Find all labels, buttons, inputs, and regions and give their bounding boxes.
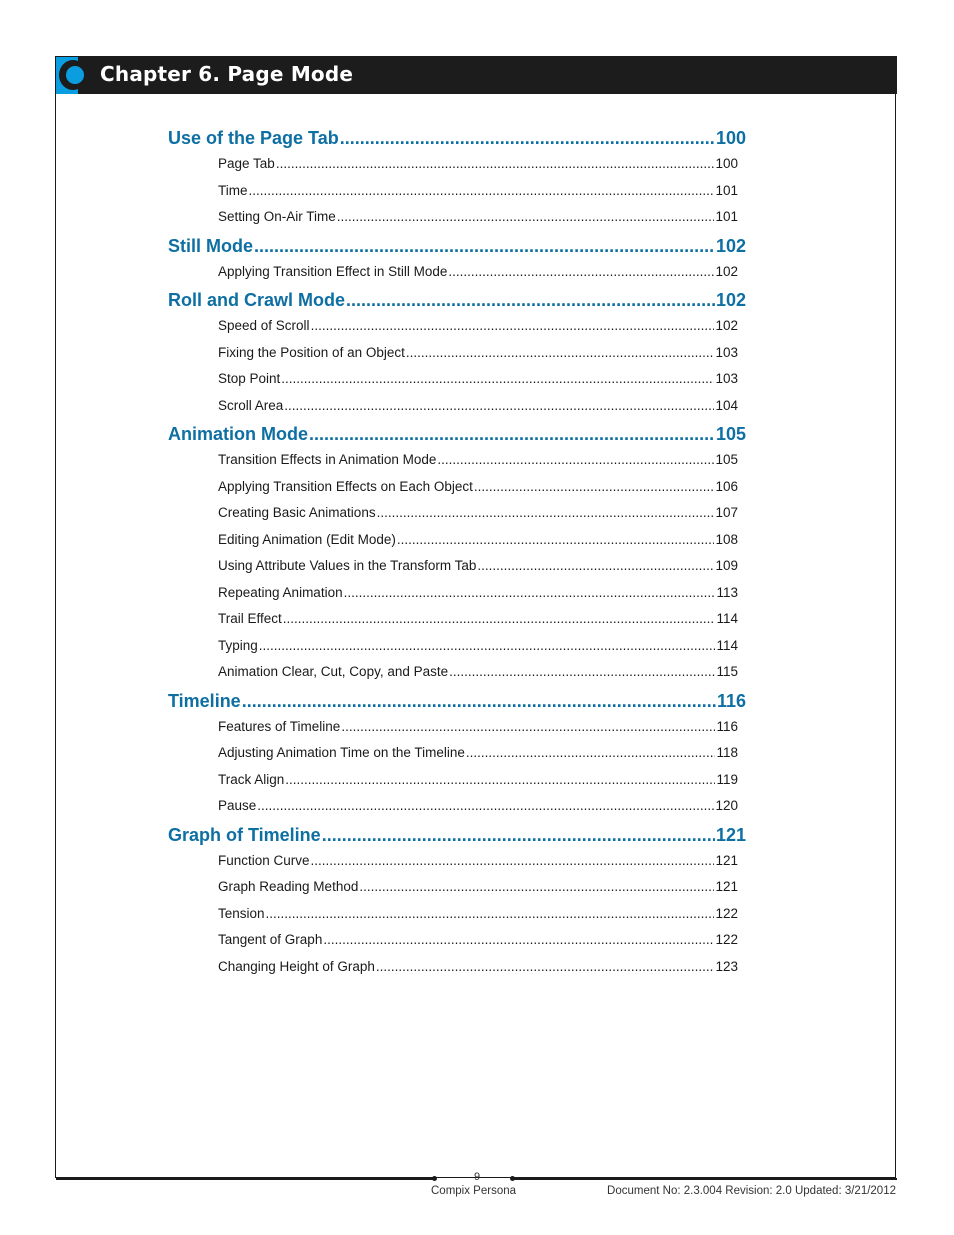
- toc-dot-leader: [437, 452, 714, 467]
- toc-dot-leader: [340, 128, 715, 149]
- toc-subsection-page: 114: [716, 611, 738, 626]
- toc-subsection-page: 123: [715, 958, 738, 974]
- toc-subsection-entry[interactable]: [218, 209, 738, 236]
- toc-subsection-entry[interactable]: [218, 853, 738, 880]
- toc-dot-leader: [449, 664, 715, 679]
- toc-subsection-entry[interactable]: [218, 479, 738, 506]
- toc-dot-leader: [311, 318, 715, 333]
- toc-subsection-entry[interactable]: [218, 906, 738, 933]
- toc-subsection-title: Adjusting Animation Time on the Timeline: [218, 745, 465, 760]
- toc-subsection-entry[interactable]: [218, 611, 738, 638]
- toc-section-group: [168, 825, 746, 986]
- toc-subsection-entry[interactable]: [218, 772, 738, 799]
- toc-subsection-title: Applying Transition Effects on Each Object: [218, 478, 473, 494]
- toc-subsection-title: Using Attribute Values in the Transform Tab: [218, 558, 477, 573]
- toc-subsection-entry[interactable]: [218, 558, 738, 585]
- toc-section-group: [168, 128, 746, 236]
- toc-section-page: 116: [716, 690, 746, 711]
- toc-section-page: 121: [715, 824, 746, 845]
- toc-subsection-title: Transition Effects in Animation Mode: [218, 452, 437, 467]
- footer-product-name: Compix Persona: [431, 1185, 517, 1197]
- toc-dot-leader: [344, 585, 716, 600]
- toc-subsection-title: Editing Animation (Edit Mode): [218, 531, 396, 547]
- toc-section-group: [168, 424, 746, 691]
- toc-subsection-title: Changing Height of Graph: [218, 958, 375, 974]
- toc-subsection-page: 116: [716, 718, 738, 734]
- toc-subsection-title: Scroll Area: [218, 397, 284, 413]
- toc-subsection-entry[interactable]: [218, 398, 738, 425]
- toc-subsection-entry[interactable]: [218, 879, 738, 906]
- toc-subsection-page: 115: [716, 664, 738, 679]
- toc-section-title: Timeline: [168, 690, 241, 711]
- toc-dot-leader: [249, 183, 715, 198]
- toc-section-entry[interactable]: [168, 825, 746, 852]
- toc-dot-leader: [448, 264, 714, 279]
- toc-subsection-page: 118: [716, 745, 738, 760]
- toc-subsection-entry[interactable]: [218, 264, 738, 291]
- footer-rule-right: [514, 1178, 897, 1180]
- toc-subsection-title: Typing: [218, 637, 258, 653]
- footer-rule-left: [56, 1178, 435, 1180]
- toc-subsection-entry[interactable]: [218, 156, 738, 183]
- toc-dot-leader: [259, 638, 716, 653]
- toc-subsection-page: 100: [715, 156, 738, 171]
- toc-subsection-title: Graph Reading Method: [218, 879, 359, 894]
- toc-subsection-page: 102: [715, 318, 738, 333]
- toc-section-page: 105: [715, 424, 746, 444]
- page-number: 9: [473, 1171, 481, 1183]
- toc-dot-leader: [283, 611, 716, 626]
- toc-subsection-entry[interactable]: [218, 932, 738, 959]
- toc-dot-leader: [359, 879, 714, 894]
- toc-dot-leader: [266, 906, 715, 921]
- toc-subsection-page: 102: [715, 263, 738, 279]
- toc-subsection-page: 109: [715, 558, 738, 573]
- toc-dot-leader: [281, 371, 714, 386]
- toc-section-title: Graph of Timeline: [168, 824, 321, 845]
- toc-section-page: 102: [715, 290, 746, 310]
- toc-dot-leader: [474, 479, 715, 494]
- toc-section-page: 102: [715, 235, 746, 256]
- chapter-marker-dot-icon: [66, 66, 84, 84]
- toc-subsection-page: 122: [715, 905, 738, 921]
- toc-dot-leader: [242, 691, 716, 712]
- toc-subsection-title: Trail Effect: [218, 611, 282, 626]
- footer-document-info: Document No: 2.3.004 Revision: 2.0 Updated: 3/21/2012: [607, 1185, 896, 1197]
- toc-subsection-page: 121: [715, 879, 738, 894]
- toc-subsection-page: 103: [715, 344, 738, 360]
- toc-subsection-page: 108: [715, 531, 738, 547]
- toc-subsection-title: Applying Transition Effect in Still Mode: [218, 263, 448, 279]
- toc-section-entry[interactable]: [168, 691, 746, 718]
- toc-dot-leader: [376, 959, 715, 974]
- toc-subsection-list: [168, 317, 746, 424]
- toc-subsection-page: 113: [716, 584, 738, 600]
- toc-subsection-entry[interactable]: [218, 745, 738, 772]
- toc-subsection-entry[interactable]: [218, 345, 738, 372]
- chapter-title: Chapter 6. Page Mode: [100, 62, 354, 86]
- toc-section-entry[interactable]: [168, 290, 746, 317]
- toc-subsection-entry[interactable]: [218, 532, 738, 559]
- toc-subsection-entry[interactable]: [218, 719, 738, 746]
- toc-subsection-list: [168, 155, 746, 236]
- toc-subsection-entry[interactable]: [218, 371, 738, 398]
- toc-section-group: [168, 290, 746, 424]
- toc-subsection-page: 101: [715, 209, 738, 224]
- toc-subsection-entry[interactable]: [218, 664, 738, 691]
- toc-dot-leader: [309, 424, 715, 445]
- toc-dot-leader: [477, 558, 714, 573]
- toc-subsection-page: 121: [715, 852, 738, 868]
- toc-section-group: [168, 691, 746, 825]
- toc-subsection-entry[interactable]: [218, 638, 738, 665]
- toc-subsection-title: Function Curve: [218, 852, 310, 868]
- toc-dot-leader: [257, 798, 714, 813]
- toc-subsection-entry[interactable]: [218, 318, 738, 345]
- toc-section-entry[interactable]: [168, 424, 746, 451]
- toc-subsection-list: [168, 451, 746, 691]
- toc-section-entry[interactable]: [168, 128, 746, 155]
- toc-subsection-title: Tangent of Graph: [218, 932, 323, 947]
- toc-dot-leader: [276, 156, 715, 171]
- toc-subsection-page: 119: [716, 771, 738, 787]
- toc-dot-leader: [322, 825, 715, 846]
- toc-dot-leader: [323, 932, 714, 947]
- toc-subsection-page: 120: [715, 798, 738, 813]
- toc-dot-leader: [466, 745, 716, 760]
- toc-subsection-page: 105: [715, 452, 738, 467]
- toc-subsection-page: 107: [715, 505, 738, 520]
- toc-section-title: Use of the Page Tab: [168, 128, 339, 148]
- toc-subsection-entry[interactable]: [218, 585, 738, 612]
- toc-subsection-page: 122: [715, 932, 738, 947]
- toc-subsection-page: 104: [715, 397, 738, 413]
- toc-subsection-title: Page Tab: [218, 156, 275, 171]
- toc-subsection-title: Time: [218, 182, 248, 198]
- toc-subsection-page: 106: [715, 478, 738, 494]
- toc-subsection-title: Creating Basic Animations: [218, 505, 376, 520]
- toc-subsection-title: Animation Clear, Cut, Copy, and Paste: [218, 664, 449, 679]
- toc-subsection-list: [168, 718, 746, 825]
- toc-dot-leader: [337, 209, 715, 224]
- toc-subsection-entry[interactable]: [218, 959, 738, 986]
- toc-subsection-title: Speed of Scroll: [218, 318, 310, 333]
- toc-dot-leader: [377, 505, 715, 520]
- toc-subsection-entry[interactable]: [218, 505, 738, 532]
- toc-section-group: [168, 236, 746, 291]
- toc-subsection-title: Features of Timeline: [218, 718, 341, 734]
- toc-subsection-entry[interactable]: [218, 798, 738, 825]
- toc-dot-leader: [341, 719, 715, 734]
- toc-dot-leader: [346, 290, 715, 311]
- toc-dot-leader: [311, 853, 715, 868]
- toc-subsection-title: Repeating Animation: [218, 584, 343, 600]
- toc-section-title: Still Mode: [168, 235, 253, 256]
- table-of-contents: [168, 128, 746, 985]
- toc-subsection-title: Tension: [218, 905, 265, 921]
- toc-section-title: Animation Mode: [168, 424, 308, 444]
- toc-section-title: Roll and Crawl Mode: [168, 290, 346, 310]
- toc-subsection-list: [168, 852, 746, 986]
- toc-dot-leader: [254, 236, 715, 257]
- toc-subsection-title: Stop Point: [218, 371, 281, 386]
- toc-dot-leader: [285, 772, 715, 787]
- footer-bullet-left-icon: [432, 1176, 437, 1181]
- toc-dot-leader: [284, 398, 714, 413]
- toc-subsection-title: Track Align: [218, 771, 285, 787]
- toc-section-page: 100: [715, 128, 746, 148]
- toc-dot-leader: [397, 532, 715, 547]
- toc-subsection-list: [168, 263, 746, 291]
- toc-subsection-entry[interactable]: [218, 183, 738, 210]
- toc-subsection-title: Setting On-Air Time: [218, 209, 336, 224]
- toc-subsection-title: Pause: [218, 798, 257, 813]
- toc-subsection-page: 114: [716, 637, 738, 653]
- toc-subsection-page: 101: [715, 182, 738, 198]
- toc-subsection-page: 103: [715, 371, 738, 386]
- toc-subsection-entry[interactable]: [218, 452, 738, 479]
- toc-subsection-title: Fixing the Position of an Object: [218, 344, 405, 360]
- toc-section-entry[interactable]: [168, 236, 746, 263]
- toc-dot-leader: [406, 345, 715, 360]
